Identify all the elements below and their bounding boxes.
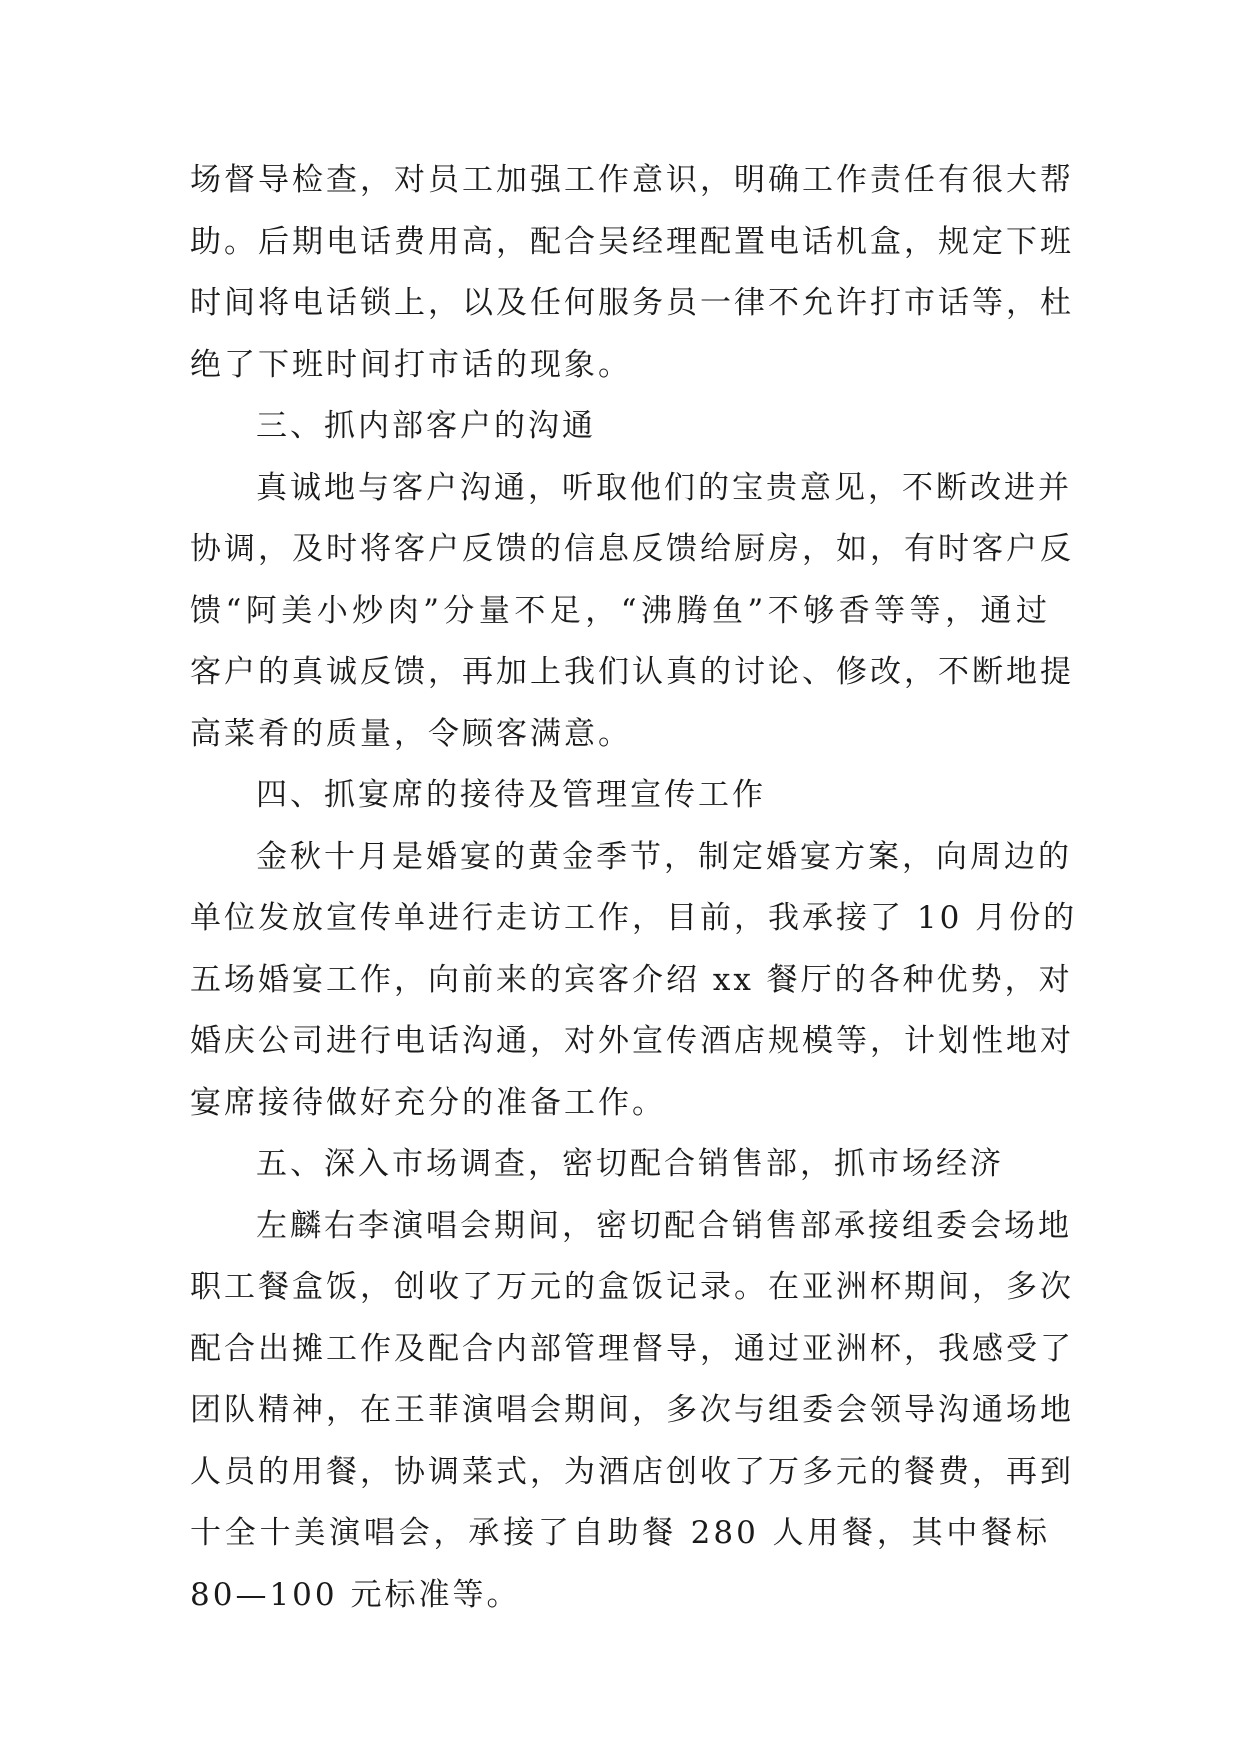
- text-line: 人员的用餐，协调菜式，为酒店创收了万多元的餐费，再到: [190, 1453, 1074, 1490]
- text-line: 时间将电话锁上，以及任何服务员一律不允许打市话等，杜: [190, 285, 1074, 321]
- text-line: 绝了下班时间打市话的现象。: [190, 346, 632, 383]
- text-line: 馈“阿美小炒肉”分量不足，“沸腾鱼”不够香等等，通过: [190, 592, 1050, 629]
- text-line: 场督导检查，对员工加强工作意识，明确工作责任有很大帮: [190, 162, 1074, 198]
- text-line: 十全十美演唱会，承接了自助餐 280 人用餐，其中餐标: [190, 1515, 1050, 1551]
- text-line: 婚庆公司进行电话沟通，对外宣传酒店规模等，计划性地对: [190, 1023, 1074, 1059]
- text-line: 职工餐盒饭，创收了万元的盒饭记录。在亚洲杯期间，多次: [190, 1269, 1074, 1305]
- section-heading-4: 四、抓宴席的接待及管理宣传工作: [256, 777, 766, 813]
- text-line: 左麟右李演唱会期间，密切配合销售部承接组委会场地: [256, 1207, 1072, 1244]
- paragraph-section-3: [190, 458, 1074, 766]
- text-line: 五场婚宴工作，向前来的宾客介绍 xx 餐厅的各种优势，对: [190, 961, 1073, 998]
- text-line: 配合出摊工作及配合内部管理督导，通过亚洲杯，我感受了: [190, 1330, 1074, 1367]
- text-line: 80—100 元标准等。: [190, 1576, 521, 1613]
- text-line: 高菜肴的质量，令顾客满意。: [190, 715, 632, 752]
- text-line: 团队精神，在王菲演唱会期间，多次与组委会领导沟通场地: [190, 1392, 1074, 1428]
- document-body: [190, 150, 1078, 1626]
- text-line: 金秋十月是婚宴的黄金季节，制定婚宴方案，向周边的: [256, 838, 1072, 875]
- paragraph-section-5: [190, 1196, 1074, 1627]
- section-heading-3: 三、抓内部客户的沟通: [256, 408, 596, 444]
- text-line: 宴席接待做好充分的准备工作。: [190, 1084, 666, 1121]
- section-heading-5: 五、深入市场调查，密切配合销售部，抓市场经济: [256, 1146, 1004, 1182]
- text-line: 单位发放宣传单进行走访工作，目前，我承接了 10 月份的: [190, 900, 1078, 936]
- text-line: 真诚地与客户沟通，听取他们的宝贵意见，不断改进并: [256, 469, 1072, 506]
- text-line: 协调，及时将客户反馈的信息反馈给厨房，如，有时客户反: [190, 531, 1074, 567]
- paragraph-continued: [190, 150, 1074, 396]
- paragraph-section-4: [190, 827, 1078, 1135]
- text-line: 客户的真诚反馈，再加上我们认真的讨论、修改，不断地提: [190, 654, 1074, 690]
- text-line: 助。后期电话费用高，配合吴经理配置电话机盒，规定下班: [190, 223, 1074, 260]
